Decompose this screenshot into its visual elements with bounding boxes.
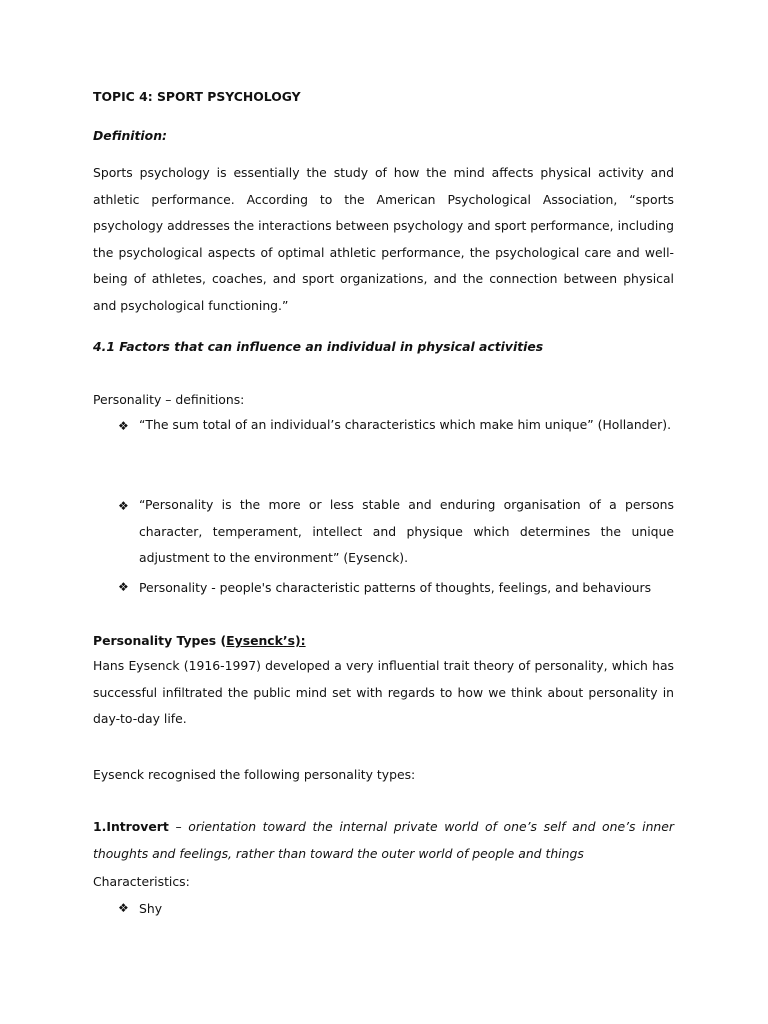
eysenck-paragraph: Hans Eysenck (1916-1997) developed a very influential trait theory of personality, which has successful infiltrated the public mind set with regards to how we think about personality in day-to-day life. [93,658,674,727]
bullet-icon: ❖ [118,580,129,594]
introvert-label: 1.Introvert [93,819,169,834]
definition-bullet-eysenck: “Personality is the more or less stable and enduring organisation of a persons character, temperament, intellect and physique which determines the unique adjustment to the environment” (Eysenck). [139,497,674,566]
definition-paragraph: Sports psychology is essentially the study of how the mind affects physical activity and athletic performance. According to the American Psychological Association, “sports psychology addresses the interactions between psychology and sport performance, including the psychological aspects of optimal athletic performance, the psychological care and well-being of athletes, coaches, and sport organizations, and the connection between physical and psychological functioning.” [93,165,674,313]
bullet-icon: ❖ [118,499,129,513]
definition-bullet-hollander: “The sum total of an individual’s characteristics which make him unique” (Hollander). [139,417,672,432]
document-title: TOPIC 4: SPORT PSYCHOLOGY [93,89,301,104]
bullet-icon: ❖ [118,901,129,915]
bullet-icon: ❖ [118,419,129,433]
personality-definitions-heading: Personality – definitions: [93,392,245,407]
recognised-types-text: Eysenck recognised the following personality types: [93,767,416,782]
types-heading-prefix: Personality Types ( [93,633,227,648]
introvert-dash: – [168,819,189,834]
introvert-definition: orientation toward the internal private world of one’s self and one’s inner thoughts and feelings, rather than toward the outer world of people and things [93,819,674,861]
definition-bullet-patterns: Personality - people's characteristic patterns of thoughts, feelings, and behaviours [139,580,652,595]
introvert-paragraph [93,814,674,867]
eysenck-link[interactable]: Eysenck’s): [226,633,306,648]
characteristics-label: Characteristics: [93,874,190,889]
characteristic-shy: Shy [139,901,163,916]
personality-types-heading [93,633,674,648]
definition-heading: Definition: [93,128,167,143]
section-heading: 4.1 Factors that can influence an individual in physical activities [93,339,544,354]
